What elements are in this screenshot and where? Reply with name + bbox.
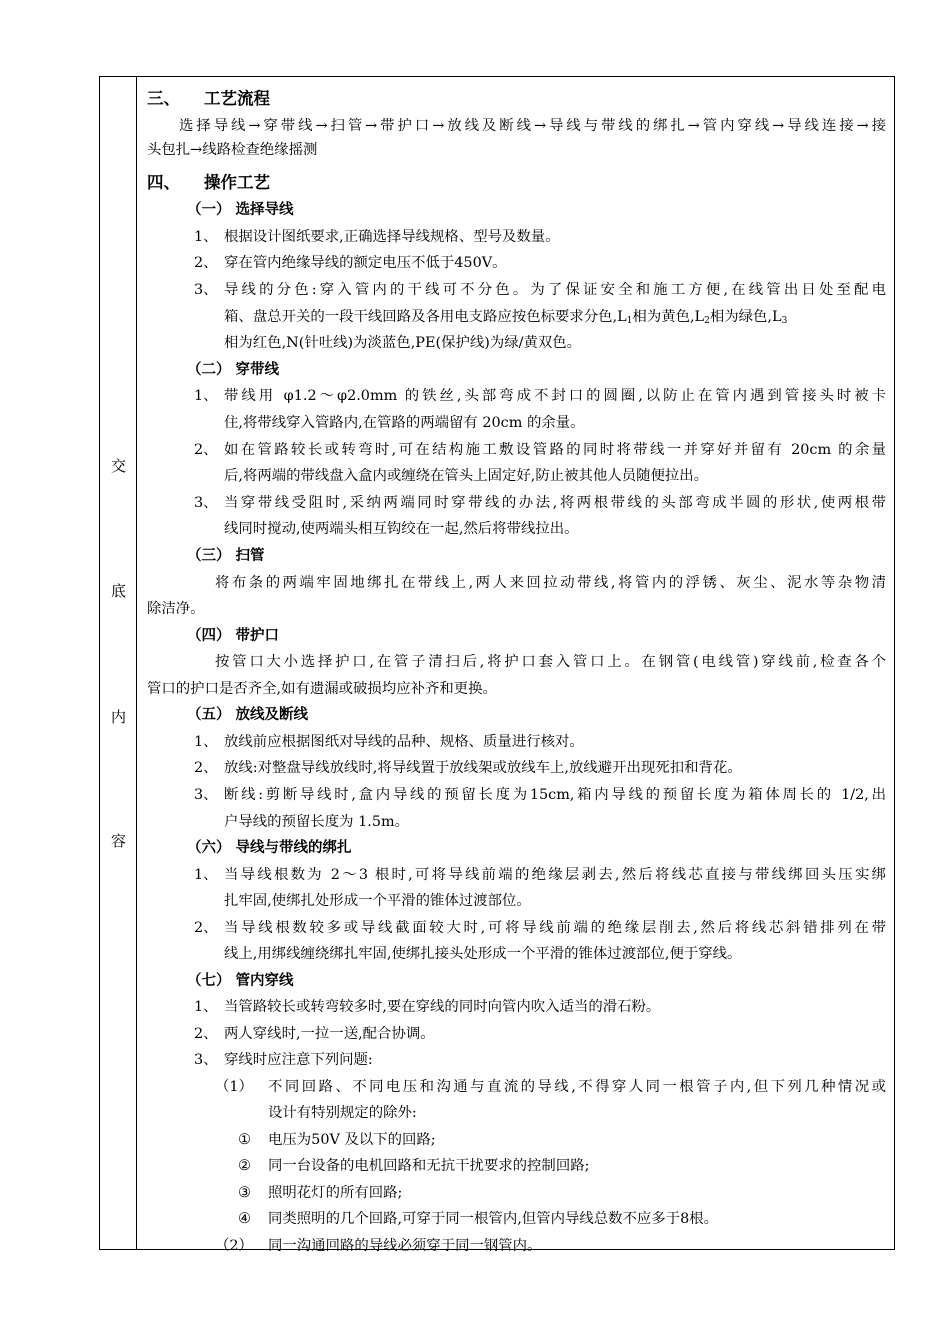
item-text: 箱、盘总开关的一段干线回路及各用电支路应按色标要求分色$,L_1$相为黄色$,L_2$相为绿色$,L_3$ [224, 309, 788, 326]
item-text: 带线用 φ1.2～φ2.0mm 的铁丝,头部弯成不封口的圆圈,以防止在管内遇到管接头时被卡 [224, 388, 886, 404]
item-number: 1、 [194, 999, 218, 1015]
circled-number: ③ [238, 1185, 251, 1201]
item-text: 放线前应根据图纸对导线的品种、规格、质量进行核对。 [224, 734, 584, 750]
subitem-text: 设计有特别规定的除外: [268, 1105, 417, 1121]
subsection-title: （四） 带护口 [187, 628, 280, 644]
item-number: 1、 [194, 867, 218, 883]
subitem-number: （2） [215, 1238, 253, 1254]
paragraph-line: 管口的护口是否齐全,如有遗漏或破损均应补齐和更换。 [147, 681, 497, 697]
item-number: 1、 [194, 229, 218, 245]
side-label-char: 底 [110, 582, 126, 600]
circled-item-text: 同类照明的几个回路,可穿于同一根管内,但管内导线总数不应多于8根。 [268, 1211, 719, 1227]
item-number: 1、 [194, 388, 218, 404]
item-text: 线上,用绑线缠绕绑扎牢固,使绑扎接头处形成一个平滑的锥体过渡部位,便于穿线。 [224, 946, 742, 962]
document-table [99, 76, 895, 1254]
item-number: 3、 [194, 282, 218, 298]
item-text: 后,将两端的带线盘入盒内或缠绕在管头上固定好,防止被其他人员随便拉出。 [224, 468, 709, 484]
item-text: 当导线根数为 2～3 根时,可将导线前端的绝缘层剥去,然后将线芯直接与带线绑回头压实绑 [224, 867, 886, 883]
item-text: 当管路较长或转弯较多时,要在穿线的同时向管内吹入适当的滑石粉。 [224, 999, 661, 1015]
item-text: 住,将带线穿入管路内,在管路的两端留有 20cm 的余量。 [224, 415, 585, 431]
item-text: 扎牢固,使绑扎处形成一个平滑的锥体过渡部位。 [224, 893, 531, 909]
subsection-title: （三） 扫管 [187, 548, 265, 564]
paragraph-line: 除洁净。 [147, 601, 205, 617]
side-label-char: 内 [110, 708, 126, 726]
subitem-number: （1） [215, 1079, 253, 1095]
paragraph-line: 头包扎→线路检查绝缘摇测 [147, 142, 318, 158]
item-number: 2、 [194, 920, 218, 936]
section-title: 操作工艺 [204, 173, 270, 192]
item-text: 根据设计图纸要求,正确选择导线规格、型号及数量。 [224, 229, 560, 245]
circled-item-text: 同一台设备的电机回路和无抗干扰要求的控制回路; [268, 1158, 590, 1174]
item-number: 2、 [194, 442, 218, 458]
side-label-char: 交 [110, 457, 126, 475]
section-title: 工艺流程 [204, 89, 270, 108]
subsection-title: （一） 选择导线 [187, 202, 294, 218]
subsection-title: （六） 导线与带线的绑扎 [187, 840, 352, 856]
item-text: 导线的分色:穿入管内的干线可不分色。为了保证安全和施工方便,在线管出日处至配电 [224, 282, 886, 298]
item-text: 当导线根数较多或导线截面较大时,可将导线前端的绝缘层削去,然后将线芯斜错排列在带 [224, 920, 886, 936]
circled-item-text: 照明花灯的所有回路; [268, 1185, 403, 1201]
circled-number: ① [238, 1132, 251, 1148]
subsection-title: （七） 管内穿线 [187, 973, 294, 989]
item-number: 3、 [194, 1052, 218, 1068]
item-text: 穿线时应注意下列问题: [224, 1052, 373, 1068]
circled-number: ④ [238, 1211, 251, 1227]
side-label-char: 容 [110, 832, 126, 850]
item-text: 穿在管内绝缘导线的额定电压不低于450V。 [224, 255, 507, 271]
item-text: 当穿带线受阻时,采纳两端同时穿带线的办法,将两根带线的头部弯成半圆的形状,使两根带 [224, 495, 886, 511]
item-number: 2、 [194, 1026, 218, 1042]
item-number: 3、 [194, 495, 218, 511]
item-text: 两人穿线时,一拉一送,配合协调。 [224, 1026, 435, 1042]
item-text: 户导线的预留长度为 1.5m。 [224, 814, 410, 830]
paragraph-line: 选择导线→穿带线→扫管→带护口→放线及断线→导线与带线的绑扎→管内穿线→导线连接→接 [179, 118, 886, 134]
item-number: 2、 [194, 760, 218, 776]
item-text: 放线:对整盘导线放线时,将导线置于放线架或放线车上,放线避开出现死扣和背花。 [224, 760, 742, 776]
item-text: 断线:剪断导线时,盒内导线的预留长度为15cm,箱内导线的预留长度为箱体周长的 1/2,出 [224, 787, 886, 803]
subsection-title: （五） 放线及断线 [187, 707, 309, 723]
circled-item-text: 电压为50V 及以下的回路; [268, 1132, 436, 1148]
paragraph-line: 按管口大小选择护口,在管子清扫后,将护口套入管口上。在钢管(电线管)穿线前,检查各个 [215, 654, 886, 670]
section-number: 四、 [147, 173, 180, 192]
item-number: 2、 [194, 255, 218, 271]
item-number: 1、 [194, 734, 218, 750]
subsection-title: （二） 穿带线 [187, 362, 280, 378]
item-text: 相为红色,N(针吐线)为淡蓝色,PE(保护线)为绿/黄双色。 [224, 335, 582, 351]
paragraph-line: 将布条的两端牢固地绑扎在带线上,两人来回拉动带线,将管内的浮锈、灰尘、泥水等杂物清 [215, 575, 886, 591]
subitem-text: 同一沟通回路的导线必须穿于同一钢管内。 [268, 1238, 542, 1254]
circled-number: ② [238, 1158, 251, 1174]
subitem-text: 不同回路、不同电压和沟通与直流的导线,不得穿人同一根管子内,但下列几种情况或 [268, 1079, 886, 1095]
item-text: 如在管路较长或转弯时,可在结构施工敷设管路的同时将带线一并穿好并留有 20cm 的余量 [224, 442, 886, 458]
item-text: 线同时搅动,使两端头相互钩绞在一起,然后将带线拉出。 [224, 521, 579, 537]
section-number: 三、 [147, 89, 180, 108]
item-number: 3、 [194, 787, 218, 803]
side-label-column [100, 77, 137, 1249]
content-area [138, 77, 894, 1254]
